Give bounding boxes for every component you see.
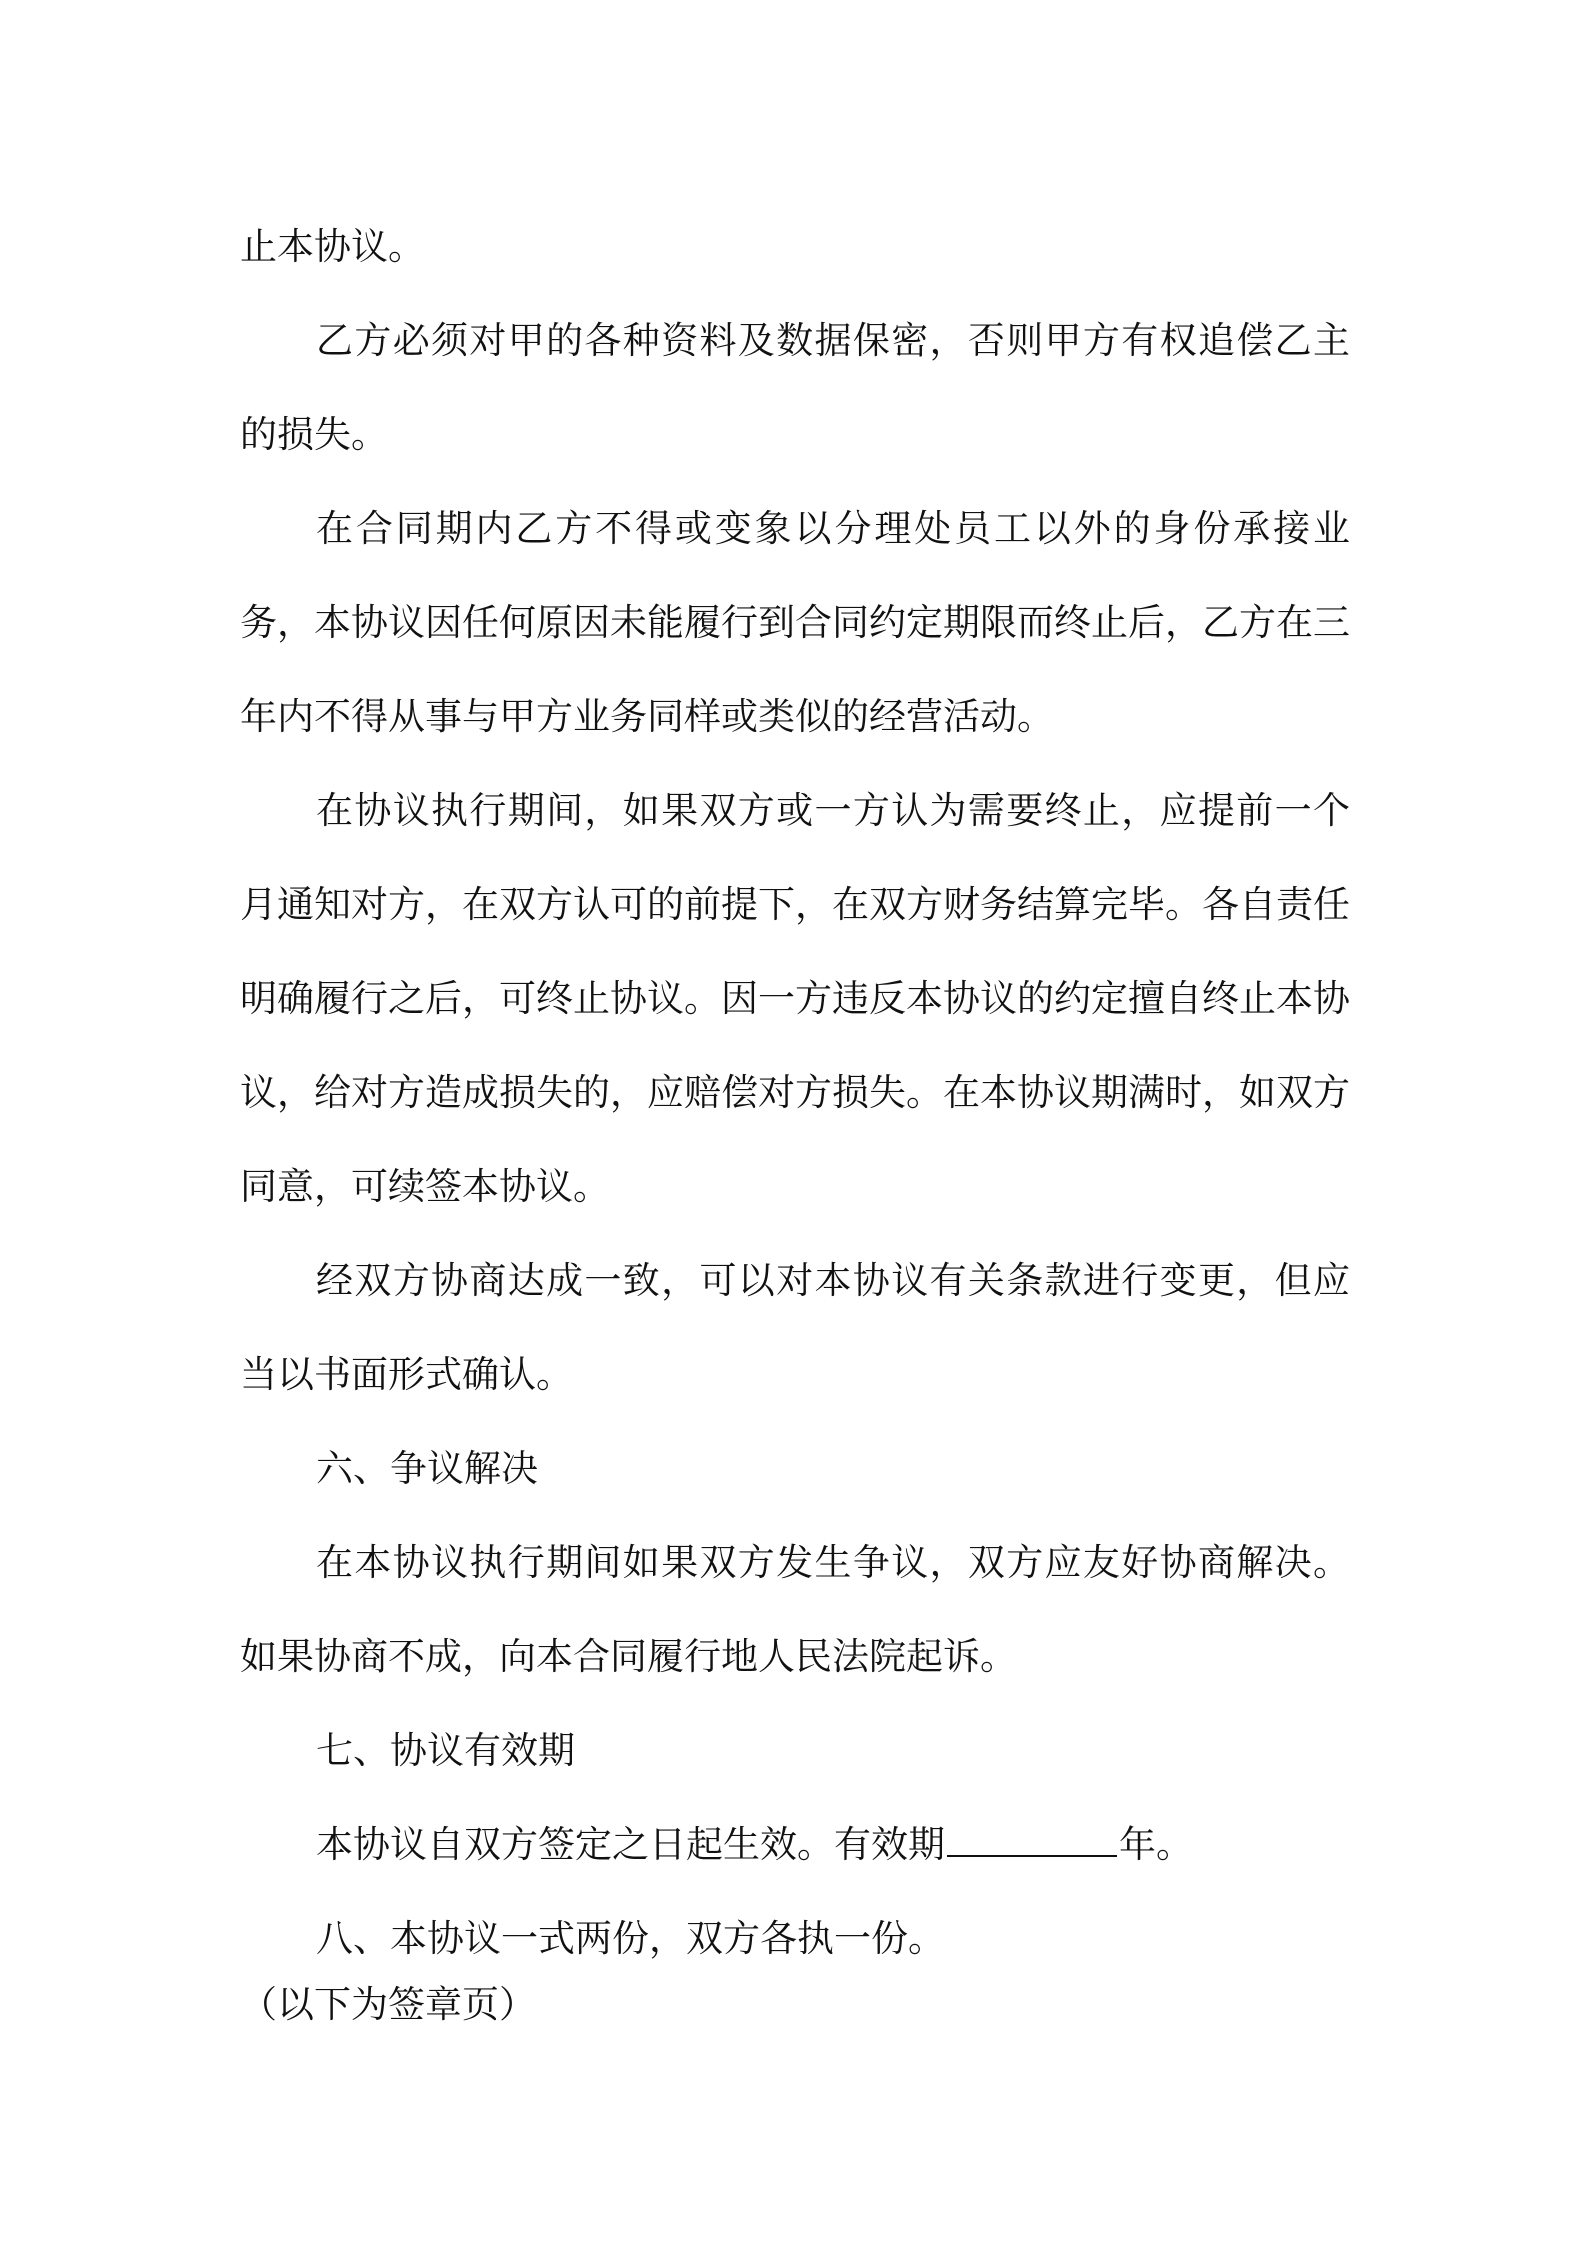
- paragraph-continuation: 止本协议。: [240, 225, 425, 268]
- section-heading-validity: 七、协议有效期: [316, 1729, 575, 1772]
- paragraph-termination: 在协议执行期间，如果双方或一方认为需要终止，应提前一个月通知对方，在双方认可的前提下，在双方财务结算完毕。各自责任明确履行之后，可终止协议。因一方违反本协议的约定擅自终止本协议，给对方造成损失的，应赔偿对方损失。在本协议期满时，如双方同意，可续签本协议。: [240, 789, 1350, 1208]
- paragraph-dispute: 在本协议执行期间如果双方发生争议，双方应友好协商解决。如果协商不成，向本合同履行地人民法院起诉。: [240, 1541, 1350, 1678]
- paragraph-validity: [240, 1798, 1350, 1892]
- signature-page-note: （以下为签章页）: [240, 1983, 536, 2026]
- validity-text-after: 年。: [1119, 1823, 1193, 1866]
- section-heading-dispute: 六、争议解决: [316, 1447, 538, 1490]
- document-body: [240, 200, 1350, 1986]
- paragraph-amendment: 经双方协商达成一致，可以对本协议有关条款进行变更，但应当以书面形式确认。: [240, 1259, 1350, 1396]
- validity-years-blank: [947, 1821, 1117, 1857]
- paragraph-copies: 八、本协议一式两份，双方各执一份。: [316, 1917, 945, 1960]
- paragraph-non-compete: 在合同期内乙方不得或变象以分理处员工以外的身份承接业务，本协议因任何原因未能履行到合同约定期限而终止后，乙方在三年内不得从事与甲方业务同样或类似的经营活动。: [240, 507, 1350, 738]
- validity-text-before: 本协议自双方签定之日起生效。有效期: [316, 1823, 945, 1866]
- paragraph-confidentiality: 乙方必须对甲的各种资料及数据保密，否则甲方有权追偿乙主的损失。: [240, 319, 1350, 456]
